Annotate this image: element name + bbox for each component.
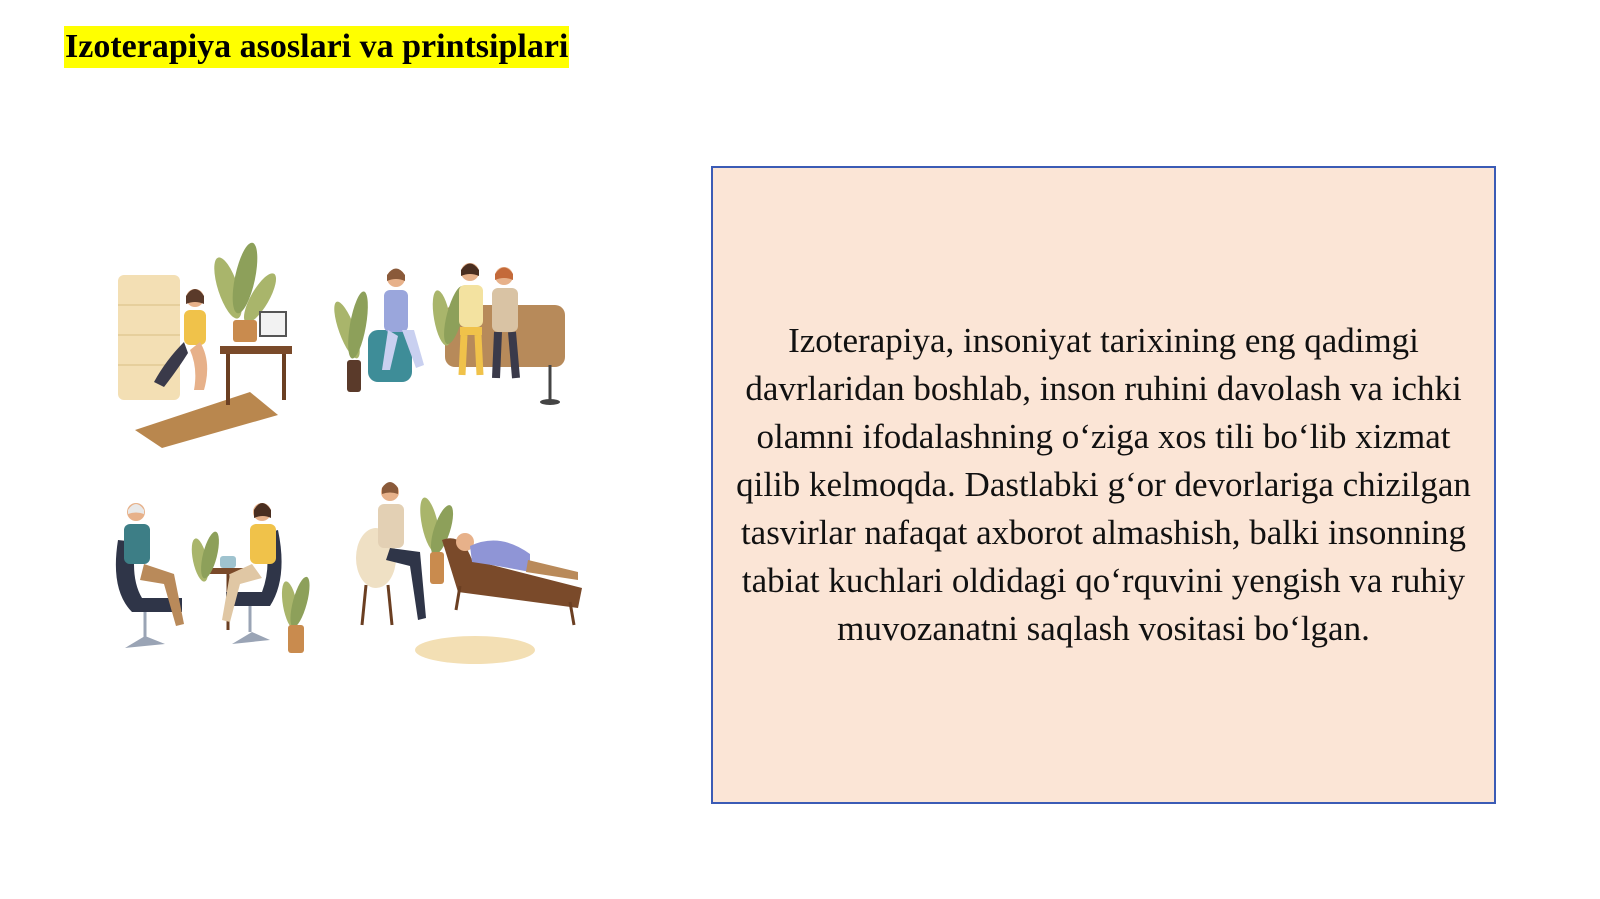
scene-solo-art-therapy (118, 241, 292, 448)
scene-group-session (329, 263, 565, 405)
therapy-illustration (100, 230, 620, 700)
text-box (711, 166, 1496, 804)
scene-counseling-session (116, 503, 314, 653)
slide-title: Izoterapiya asoslari va printsiplari (64, 26, 569, 68)
scene-couch-therapy (356, 482, 582, 664)
body-paragraph: Izoterapiya, insoniyat tarixining eng qadimgi davrlaridan boshlab, inson ruhini davolash va ichki olamni ifodalashning o‘ziga xos tili bo‘lib xizmat qilib kelmoqda. Dastlabki g‘or devorlariga chizilgan tasvirlar nafaqat axborot almashish, balki insonning tabiat kuchlari oldidagi qo‘rquvini yengish va ruhiy muvozanatni saqlash vositasi bo‘lgan. (736, 321, 1471, 648)
